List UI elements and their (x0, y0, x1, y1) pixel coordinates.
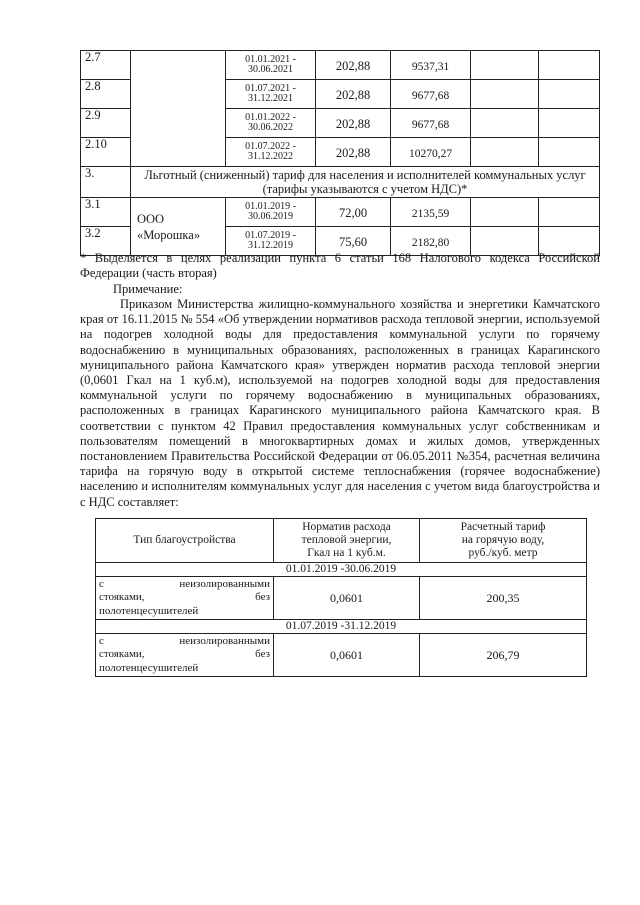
header-norm-line2: тепловой энергии, (301, 534, 392, 546)
header-tariff-line1: Расчетный тариф (460, 521, 546, 533)
period-label: 01.01.2019 -30.06.2019 (96, 563, 587, 577)
value-cell: 9537,31 (391, 51, 471, 80)
rate-cell: 202,88 (316, 138, 391, 167)
period-row (96, 563, 587, 577)
organization-cell (131, 198, 226, 256)
empty-cell (539, 51, 600, 80)
tariff-table (80, 50, 600, 256)
row-number: 3. (81, 167, 131, 198)
empty-cell (539, 109, 600, 138)
type-line1: с неизолированными (99, 634, 270, 647)
table-row (96, 577, 587, 620)
table-row (81, 198, 600, 227)
improvement-type (96, 577, 274, 620)
period-row (96, 620, 587, 634)
row-number: 2.7 (81, 51, 131, 80)
section-heading-line2: (тарифы указываются с учетом НДС)* (262, 182, 468, 196)
type-line2: стояками, без (99, 591, 270, 604)
row-number: 3.1 (81, 198, 131, 227)
period-end: 31.12.2021 (248, 93, 293, 104)
period-cell (226, 51, 316, 80)
table-row (96, 634, 587, 677)
tariff-value: 206,79 (420, 634, 587, 677)
period-cell (226, 80, 316, 109)
period-start: 01.01.2021 - (245, 54, 296, 65)
period-label: 01.07.2019 -31.12.2019 (96, 620, 587, 634)
header-tariff-line3: руб./куб. метр (468, 547, 538, 559)
period-start: 01.07.2022 - (245, 141, 296, 152)
empty-cell (471, 80, 539, 109)
empty-cell (471, 109, 539, 138)
empty-cell (471, 138, 539, 167)
norm-value: 0,0601 (274, 634, 420, 677)
type-line3: полотенцесушителей (99, 661, 199, 674)
period-cell (226, 109, 316, 138)
rate-cell: 75,60 (316, 227, 391, 256)
header-norm-line1: Норматив расхода (302, 521, 391, 533)
period-cell (226, 198, 316, 227)
rate-cell: 202,88 (316, 80, 391, 109)
empty-cell (539, 198, 600, 227)
value-cell: 9677,68 (391, 109, 471, 138)
header-norm-line3: Гкал на 1 куб.м. (307, 547, 386, 559)
rate-cell: 202,88 (316, 51, 391, 80)
header-type: Тип благоустройства (96, 519, 274, 563)
header-tariff (420, 519, 587, 563)
org-form: ООО (137, 211, 165, 226)
improvement-type (96, 634, 274, 677)
period-start: 01.01.2022 - (245, 112, 296, 123)
period-cell (226, 138, 316, 167)
header-norm (274, 519, 420, 563)
empty-cell (471, 198, 539, 227)
header-tariff-line2: на горячую воду, (461, 534, 545, 546)
rate-cell: 72,00 (316, 198, 391, 227)
value-cell: 2182,80 (391, 227, 471, 256)
empty-cell (471, 51, 539, 80)
type-line1: с неизолированными (99, 577, 270, 590)
section-row (81, 167, 600, 198)
tariff-value: 200,35 (420, 577, 587, 620)
row-number: 2.10 (81, 138, 131, 167)
period-start: 01.07.2019 - (245, 230, 296, 241)
value-cell: 10270,27 (391, 138, 471, 167)
period-start: 01.01.2019 - (245, 201, 296, 212)
row-number: 2.8 (81, 80, 131, 109)
row-number: 2.9 (81, 109, 131, 138)
header-row (96, 519, 587, 563)
empty-cell (539, 80, 600, 109)
period-end: 31.12.2022 (248, 151, 293, 162)
rate-cell: 202,88 (316, 109, 391, 138)
norm-value: 0,0601 (274, 577, 420, 620)
empty-cell (539, 138, 600, 167)
period-end: 30.06.2021 (248, 64, 293, 75)
value-cell: 9677,68 (391, 80, 471, 109)
empty-org-cell (131, 51, 226, 167)
main-paragraph: Приказом Министерства жилищно-коммунального хозяйства и энергетики Камчатского края от 16.11.2015 № 554 «Об утверждении нормативов расхода тепловой энергии, используемой на подогрев холодной воды для предоставления коммунальной услуги по горячему водоснабжению в муниципальных образованиях, расположенных в границах Карагинского муниципального района Камчатского края» утвержден норматив расхода тепловой энергии (0,0601 Гкал на 1 куб.м), используемой на подогрев холодной воды для предоставления коммунальной услуги по горячему водоснабжению в муниципальных образованиях, расположенных в границах Карагинского муниципального района Камчатского края. В соответствии с пунктом 42 Правил предоставления коммунальных услуг собственникам и пользователям помещений в многоквартирных домах и жилых домов, утвержденных постановлением Правительства Российской Федерации от 06.05.2011 №354, расчетная величина тарифа на горячую воду в открытой системе теплоснабжения (горячее водоснабжение) населению и исполнителям коммунальных услуг для населения с учетом вида благоустройства и с НДС составляет: (80, 297, 600, 509)
row-number: 3.2 (81, 227, 131, 256)
type-line2: стояками, без (99, 648, 270, 661)
period-end: 30.06.2019 (248, 211, 293, 222)
section-heading-line1: Льготный (сниженный) тариф для населения и исполнителей коммунальных услуг (144, 168, 586, 182)
period-end: 31.12.2019 (248, 240, 293, 251)
table-row (81, 51, 600, 80)
type-line3: полотенцесушителей (99, 604, 199, 617)
period-end: 30.06.2022 (248, 122, 293, 133)
period-start: 01.07.2021 - (245, 83, 296, 94)
value-cell: 2135,59 (391, 198, 471, 227)
footnote: * Выделяется в целях реализации пункта 6 статьи 168 Налогового кодекса Российской Федерации (часть вторая) (80, 251, 600, 281)
note-title: Примечание: (113, 282, 183, 296)
calculation-table (95, 518, 587, 677)
org-name: «Морошка» (137, 227, 201, 242)
section-heading (131, 167, 600, 198)
